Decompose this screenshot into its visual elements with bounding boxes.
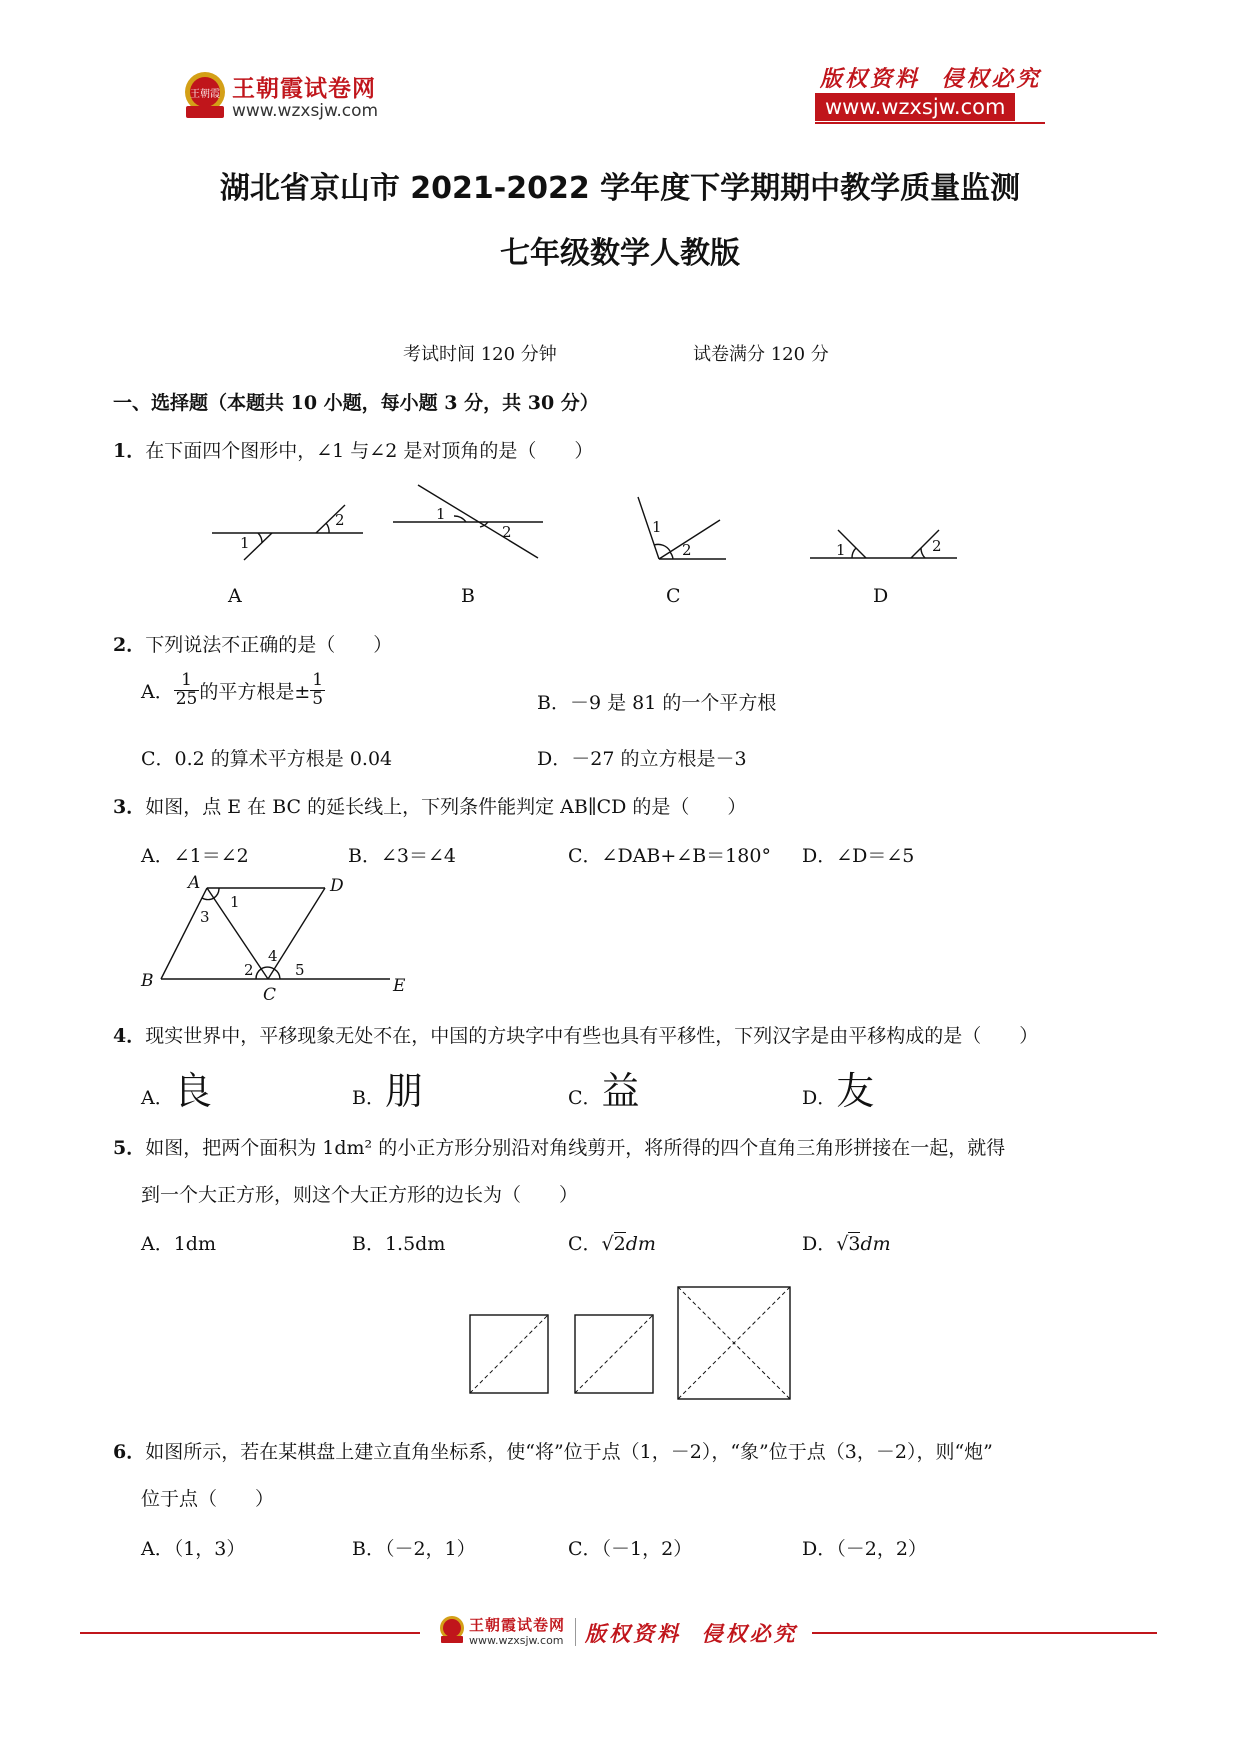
q1b-angle1-label: 1 (436, 505, 446, 523)
question-text: 如图所示，若在某棋盘上建立直角坐标系，使“将”位于点（1，－2），“象”位于点（3，－2），则“炮” (145, 1441, 993, 1463)
numerator: 1 (174, 672, 200, 691)
question-text: 如图，把两个面积为 1dm² 的小正方形分别沿对角线剪开，将所得的四个直角三角形拼接在一起，就得 (145, 1137, 1006, 1159)
q5-figure (465, 1282, 805, 1406)
option-letter: A． (141, 1087, 174, 1109)
option-text: 的平方根是± (199, 680, 311, 703)
question-number: 2． (113, 634, 146, 656)
figure-label-c: C (666, 585, 681, 605)
q6-option-a[interactable]: A．（1，3） (141, 1538, 246, 1560)
header-divider (815, 122, 1045, 124)
q3-figure (130, 872, 420, 1004)
q1-figures (0, 475, 1240, 605)
footer-logo (437, 1612, 577, 1652)
figure-label-a: A (228, 585, 242, 605)
radical-icon: √ (601, 1233, 614, 1255)
q3-option-c[interactable]: C．∠DAB+∠B＝180° (568, 845, 771, 867)
q1a-angle2-label: 2 (335, 511, 345, 529)
option-letter: D． (802, 1233, 837, 1255)
q3-option-b[interactable]: B．∠3＝∠4 (348, 845, 456, 867)
q1a-angle1-label: 1 (240, 534, 250, 552)
point-a-label: A (188, 873, 201, 893)
copyright-url[interactable]: www.wzxsjw.com (815, 93, 1015, 121)
question-6 (113, 1437, 993, 1464)
footer-copyright: 版权资料 侵权必究 (585, 1621, 798, 1646)
option-letter: D． (802, 1087, 837, 1109)
angle-5-label: 5 (295, 961, 305, 979)
numerator: 1 (312, 670, 324, 690)
q1b-angle2-label: 2 (502, 523, 512, 541)
figure-label-b: B (461, 585, 475, 605)
point-d-label: D (330, 876, 344, 896)
q1c-angle1-label: 1 (652, 518, 662, 536)
q2-option-a[interactable] (141, 672, 325, 709)
footer-line-left (80, 1632, 420, 1634)
q4-option-a[interactable] (141, 1060, 212, 1115)
fraction (310, 672, 325, 709)
q1d-angle2-label: 2 (932, 537, 942, 555)
logo-emblem-text: 王朝霞 (190, 89, 220, 100)
question-text: 下列说法不正确的是（ ） (145, 634, 393, 656)
q5-option-d[interactable] (802, 1229, 891, 1256)
exam-score: 试卷满分 120 分 (693, 344, 829, 365)
page-title: 湖北省京山市 2021-2022 学年度下学期期中教学质量监测 (219, 171, 1021, 206)
unit: dm (625, 1233, 656, 1255)
radicand: 2 (613, 1233, 626, 1255)
logo-emblem-icon (180, 70, 230, 122)
q3-option-d[interactable]: D．∠D＝∠5 (802, 845, 915, 867)
question-number: 1． (113, 440, 146, 462)
section-heading: 一、选择题（本题共 10 小题，每小题 3 分，共 30 分） (113, 392, 599, 414)
angle-2-label: 2 (244, 961, 254, 979)
unit: dm (860, 1233, 891, 1255)
exam-time: 考试时间 120 分钟 (403, 344, 557, 365)
q2-option-d[interactable]: D．－27 的立方根是－3 (537, 748, 747, 770)
q5-option-b[interactable]: B．1.5dm (352, 1233, 446, 1255)
footer-logo-title: 王朝霞试卷网 (469, 1616, 566, 1634)
option-letter: A． (141, 680, 174, 703)
question-5-continued: 到一个大正方形，则这个大正方形的边长为（ ） (141, 1184, 579, 1206)
angle-1-label: 1 (230, 893, 240, 911)
footer-line-right (812, 1632, 1157, 1634)
q1c-angle2-label: 2 (682, 541, 692, 559)
option-char: 友 (836, 1069, 875, 1113)
logo-url[interactable]: www.wzxsjw.com (232, 101, 379, 121)
denominator: 5 (312, 688, 324, 709)
point-b-label: B (141, 971, 154, 991)
q4-option-b[interactable] (352, 1060, 423, 1115)
question-1 (113, 436, 593, 463)
radicand: 3 (848, 1233, 861, 1255)
question-number: 4． (113, 1025, 146, 1047)
question-4 (113, 1021, 1038, 1048)
q6-option-d[interactable]: D．（－2，2） (802, 1538, 927, 1560)
radical-icon: √ (836, 1233, 849, 1255)
option-char: 朋 (384, 1069, 423, 1113)
copyright-text: 版权资料 侵权必究 (820, 66, 1042, 92)
question-text: 现实世界中，平移现象无处不在，中国的方块字中有些也具有平移性，下列汉字是由平移构成的是（ ） (145, 1025, 1039, 1047)
question-number: 6． (113, 1441, 146, 1463)
point-e-label: E (393, 976, 406, 996)
footer-emblem-icon (437, 1614, 467, 1646)
angle-3-label: 3 (200, 908, 210, 926)
angle-4-label: 4 (268, 947, 278, 965)
question-text: 如图，点 E 在 BC 的延长线上，下列条件能判定 AB∥CD 的是（ ） (145, 796, 747, 818)
point-c-label: C (263, 985, 277, 1004)
header-logo (180, 68, 400, 126)
option-char: 良 (173, 1069, 212, 1113)
question-6-continued: 位于点（ ） (141, 1488, 275, 1510)
question-number: 5． (113, 1137, 146, 1159)
page-subtitle: 七年级数学人教版 (500, 236, 740, 271)
footer-logo-url[interactable]: www.wzxsjw.com (469, 1634, 564, 1647)
question-5 (113, 1133, 1005, 1160)
denominator: 25 (175, 688, 198, 709)
q5-option-c[interactable] (568, 1229, 656, 1256)
q5-option-a[interactable]: A．1dm (141, 1233, 216, 1255)
question-text: 在下面四个图形中，∠1 与∠2 是对顶角的是（ ） (145, 440, 594, 462)
option-char: 益 (601, 1069, 640, 1113)
fraction (174, 672, 200, 709)
option-letter: C． (568, 1233, 602, 1255)
q2-option-c[interactable]: C．0.2 的算术平方根是 0.04 (141, 748, 393, 770)
footer-separator (575, 1618, 576, 1646)
question-3 (113, 792, 746, 819)
q2-option-b[interactable]: B．－9 是 81 的一个平方根 (537, 692, 777, 714)
question-number: 3． (113, 796, 146, 818)
figure-label-d: D (873, 585, 889, 605)
q4-option-d[interactable] (802, 1060, 874, 1115)
q3-option-a[interactable]: A．∠1＝∠2 (141, 845, 249, 867)
q1d-angle1-label: 1 (836, 541, 846, 559)
logo-title: 王朝霞试卷网 (232, 76, 376, 102)
q6-option-b[interactable]: B．（－2，1） (352, 1538, 476, 1560)
option-letter: B． (352, 1087, 385, 1109)
q6-option-c[interactable]: C．（－1，2） (568, 1538, 693, 1560)
option-letter: C． (568, 1087, 602, 1109)
question-2 (113, 630, 392, 657)
q4-option-c[interactable] (568, 1060, 640, 1115)
